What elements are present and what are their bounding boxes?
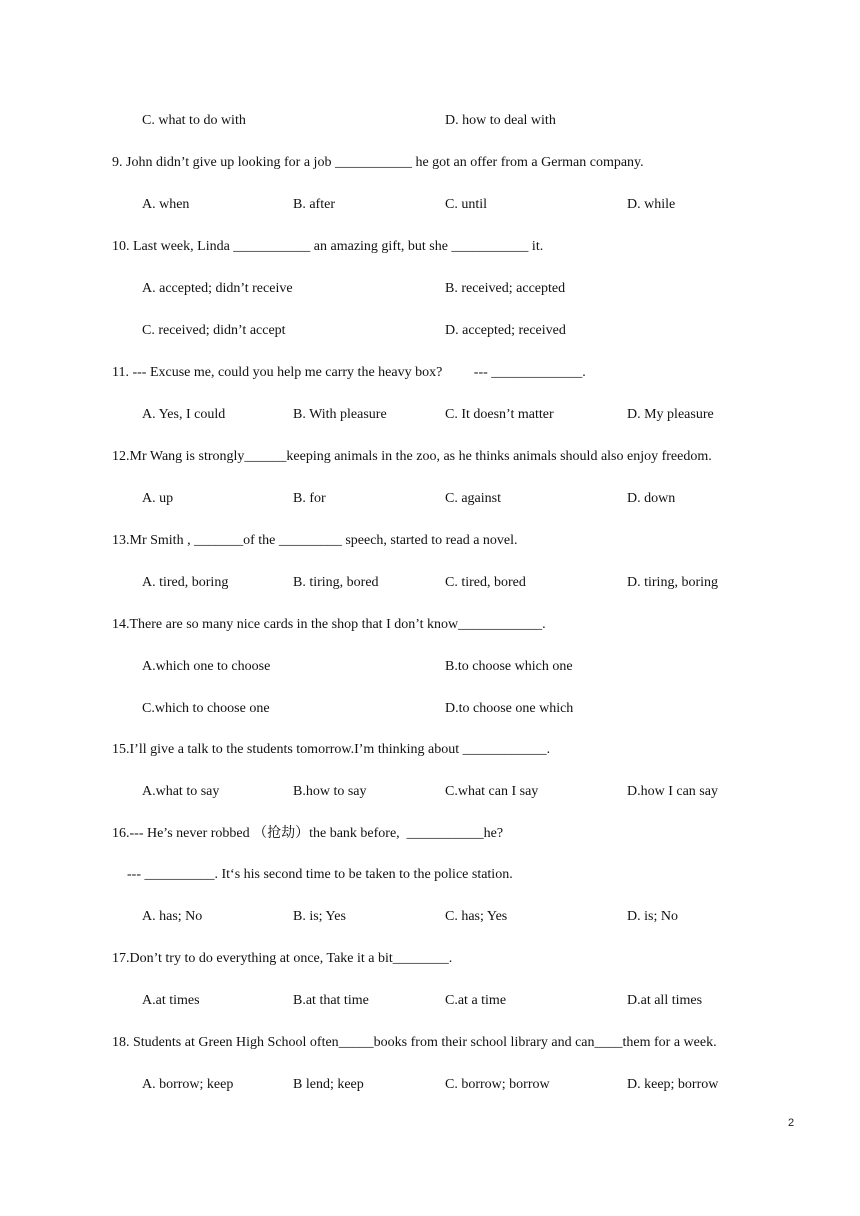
q13-option-a: A. tired, boring: [142, 575, 229, 590]
q9-option-b: B. after: [293, 197, 335, 212]
q14-option-b: B.to choose which one: [445, 659, 573, 674]
q18-option-a: A. borrow; keep: [142, 1077, 234, 1092]
q12-option-a: A. up: [142, 491, 174, 506]
q16-option-a: A. has; No: [142, 909, 203, 924]
q16-option-c: C. has; Yes: [445, 909, 508, 924]
q17-option-d: D.at all times: [627, 993, 703, 1008]
q11-option-c: C. It doesn’t matter: [445, 407, 554, 422]
q11-option-b: B. With pleasure: [293, 407, 387, 422]
q9-option-a: A. when: [142, 197, 190, 212]
q13-option-d: D. tiring, boring: [627, 575, 718, 590]
q13-option-c: C. tired, bored: [445, 575, 526, 590]
q12-stem: 12.Mr Wang is strongly______keeping animals in the zoo, as he thinks animals should also enjoy freedom.: [112, 449, 712, 464]
q10-stem: 10. Last week, Linda ___________ an amazing gift, but she ___________ it.: [112, 239, 544, 254]
q18-option-b: B lend; keep: [293, 1077, 364, 1092]
q17-option-a: A.at times: [142, 993, 200, 1008]
q11-stem: 11. --- Excuse me, could you help me carry the heavy box? --- _____________.: [112, 365, 586, 380]
q18-option-d: D. keep; borrow: [627, 1077, 719, 1092]
q17-option-b: B.at that time: [293, 993, 369, 1008]
q10-option-b: B. received; accepted: [445, 281, 566, 296]
q14-option-a: A.which one to choose: [142, 659, 271, 674]
q14-option-c: C.which to choose one: [142, 701, 270, 716]
q15-option-d: D.how I can say: [627, 784, 718, 799]
q14-stem: 14.There are so many nice cards in the shop that I don’t know____________.: [112, 617, 546, 632]
q11-option-d: D. My pleasure: [627, 407, 714, 422]
q9-option-c: C. until: [445, 197, 488, 212]
q10-option-a: A. accepted; didn’t receive: [142, 281, 293, 296]
q15-option-c: C.what can I say: [445, 784, 539, 799]
q8-option-c: C. what to do with: [142, 113, 246, 128]
q17-option-c: C.at a time: [445, 993, 507, 1008]
q15-option-a: A.what to say: [142, 784, 220, 799]
q8-option-d: D. how to deal with: [445, 113, 556, 128]
q10-option-c: C. received; didn’t accept: [142, 323, 286, 338]
q10-option-d: D. accepted; received: [445, 323, 566, 338]
q9-stem: 9. John didn’t give up looking for a job ___________ he got an offer from a German company.: [112, 155, 644, 170]
q13-option-b: B. tiring, bored: [293, 575, 379, 590]
q16-option-d: D. is; No: [627, 909, 678, 924]
q12-option-b: B. for: [293, 491, 326, 506]
q15-option-b: B.how to say: [293, 784, 367, 799]
q12-option-d: D. down: [627, 491, 676, 506]
q17-stem: 17.Don’t try to do everything at once, Take it a bit________.: [112, 951, 453, 966]
q18-stem: 18. Students at Green High School often_____books from their school library and can____them for a week.: [112, 1035, 717, 1050]
q16-stem-response: --- __________. It‘s his second time to be taken to the police station.: [127, 867, 513, 882]
q18-option-c: C. borrow; borrow: [445, 1077, 550, 1092]
q15-stem: 15.I’ll give a talk to the students tomorrow.I’m thinking about ____________.: [112, 742, 551, 757]
page-number: 2: [788, 1117, 795, 1129]
q13-stem: 13.Mr Smith , _______of the _________ speech, started to read a novel.: [112, 533, 518, 548]
q11-option-a: A. Yes, I could: [142, 407, 226, 422]
q16-option-b: B. is; Yes: [293, 909, 346, 924]
q14-option-d: D.to choose one which: [445, 701, 574, 716]
q9-option-d: D. while: [627, 197, 676, 212]
q12-option-c: C. against: [445, 491, 501, 506]
q16-stem: 16.--- He’s never robbed （抢劫）the bank before, ___________he?: [112, 826, 504, 841]
